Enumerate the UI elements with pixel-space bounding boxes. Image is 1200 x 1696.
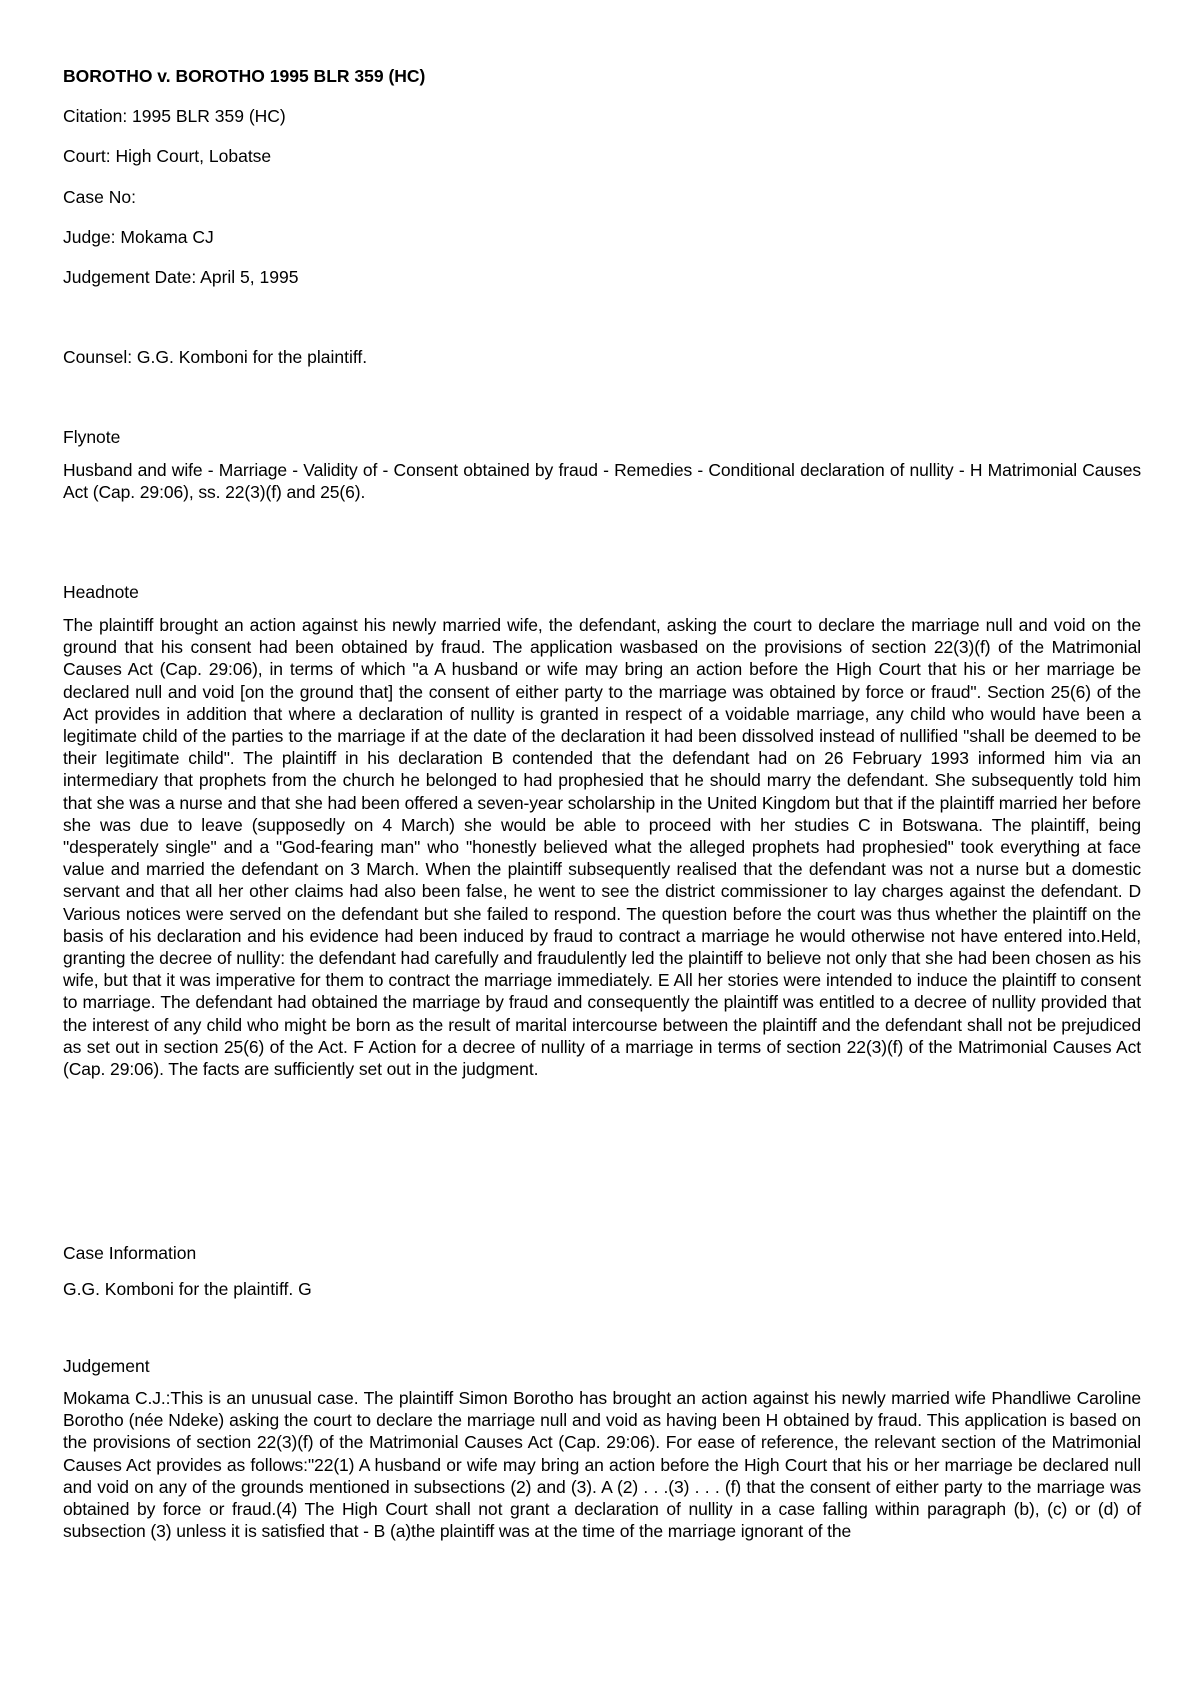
flynote-text: Husband and wife - Marriage - Validity of - Consent obtained by fraud - Remedies - Conditional declaration of nullity - H Matrimonial Causes Act (Cap. 29:06), ss. 22(3)(f) and 25(6).: [63, 460, 1141, 503]
court: Court: High Court, Lobatse: [63, 146, 272, 166]
judgement-text: Mokama C.J.:This is an unusual case. The plaintiff Simon Borotho has brought an action against his newly married wife Phandliwe Caroline Borotho (née Ndeke) asking the court to declare the marriage null and void as having been H obtained by fraud. This application is based on the provisions of section 22(3)(f) of the Matrimonial Causes Act (Cap. 29:06). For ease of reference, the relevant section of the Matrimonial Causes Act provides as follows:"22(1) A husband or wife may bring an action before the High Court that his or her marriage be declared null and void on any of the grounds mentioned in subsections (2) and (3). A (2) . . .(3) . . . (f) that the consent of either party to the marriage was obtained by force or fraud.(4) The High Court shall not grant a declaration of nullity in a case falling within paragraph (b), (c) or (d) of subsection (3) unless it is satisfied that - B (a)the plaintiff was at the time of the marriage ignorant of the: [63, 1388, 1141, 1542]
counsel: Counsel: G.G. Komboni for the plaintiff.: [63, 347, 368, 367]
judgement-date: Judgement Date: April 5, 1995: [63, 267, 299, 287]
headnote-text: The plaintiff brought an action against his newly married wife, the defendant, asking the court to declare the marriage null and void on the ground that his consent had been obtained by fraud. The application wasbased on the provisions of section 22(3)(f) of the Matrimonial Causes Act (Cap. 29:06), in terms of which "a A husband or wife may bring an action before the High Court that his or her marriage be declared null and void [on the ground that] the consent of either party to the marriage was obtained by force or fraud". Section 25(6) of the Act provides in addition that where a declaration of nullity is granted in respect of a voidable marriage, any child who would have been a legitimate child of the parties to the marriage if at the date of the declaration it had been dissolved instead of nullified "shall be deemed to be their legitimate child". The plaintiff in his declaration B contended that the defendant had on 26 February 1993 informed him via an intermediary that prophets from the church he belonged to had prophesied that he should marry the defendant. She subsequently told him that she was a nurse and that she had been offered a seven-year scholarship in the United Kingdom but that if the plaintiff married her before she was due to leave (supposedly on 4 March) she would be able to proceed with her studies C in Botswana. The plaintiff, being "desperately single" and a "God-fearing man" who "honestly believed what the alleged prophets had prophesied" took everything at face value and married the defendant on 3 March. When the plaintiff subsequently realised that the defendant was not a nurse but a domestic servant and that all her other claims had also been false, he went to see the district commissioner to lay charges against the defendant. D Various notices were served on the defendant but she failed to respond. The question before the court was thus whether the plaintiff on the basis of his declaration and his evidence had been induced by fraud to contract a marriage he would otherwise not have entered into.Held, granting the decree of nullity: the defendant had carefully and fraudulently led the plaintiff to believe not only that she had been chosen as his wife, but that it was imperative for them to contract the marriage immediately. E All her stories were intended to induce the plaintiff to consent to marriage. The defendant had obtained the marriage by fraud and consequently the plaintiff was entitled to a decree of nullity provided that the interest of any child who might be born as the result of marital intercourse between the plaintiff and the defendant shall not be prejudiced as set out in section 25(6) of the Act. F Action for a decree of nullity of a marriage in terms of section 22(3)(f) of the Matrimonial Causes Act (Cap. 29:06). The facts are sufficiently set out in the judgment.: [63, 615, 1141, 1080]
case-information-text: G.G. Komboni for the plaintiff. G: [63, 1279, 312, 1299]
headnote-heading: Headnote: [63, 582, 139, 602]
citation: Citation: 1995 BLR 359 (HC): [63, 106, 286, 126]
case-title: BOROTHO v. BOROTHO 1995 BLR 359 (HC): [63, 66, 426, 86]
flynote-heading: Flynote: [63, 427, 121, 447]
case-information-heading: Case Information: [63, 1243, 197, 1263]
case-number: Case No:: [63, 187, 136, 207]
judgement-heading: Judgement: [63, 1356, 150, 1376]
judge: Judge: Mokama CJ: [63, 227, 214, 247]
